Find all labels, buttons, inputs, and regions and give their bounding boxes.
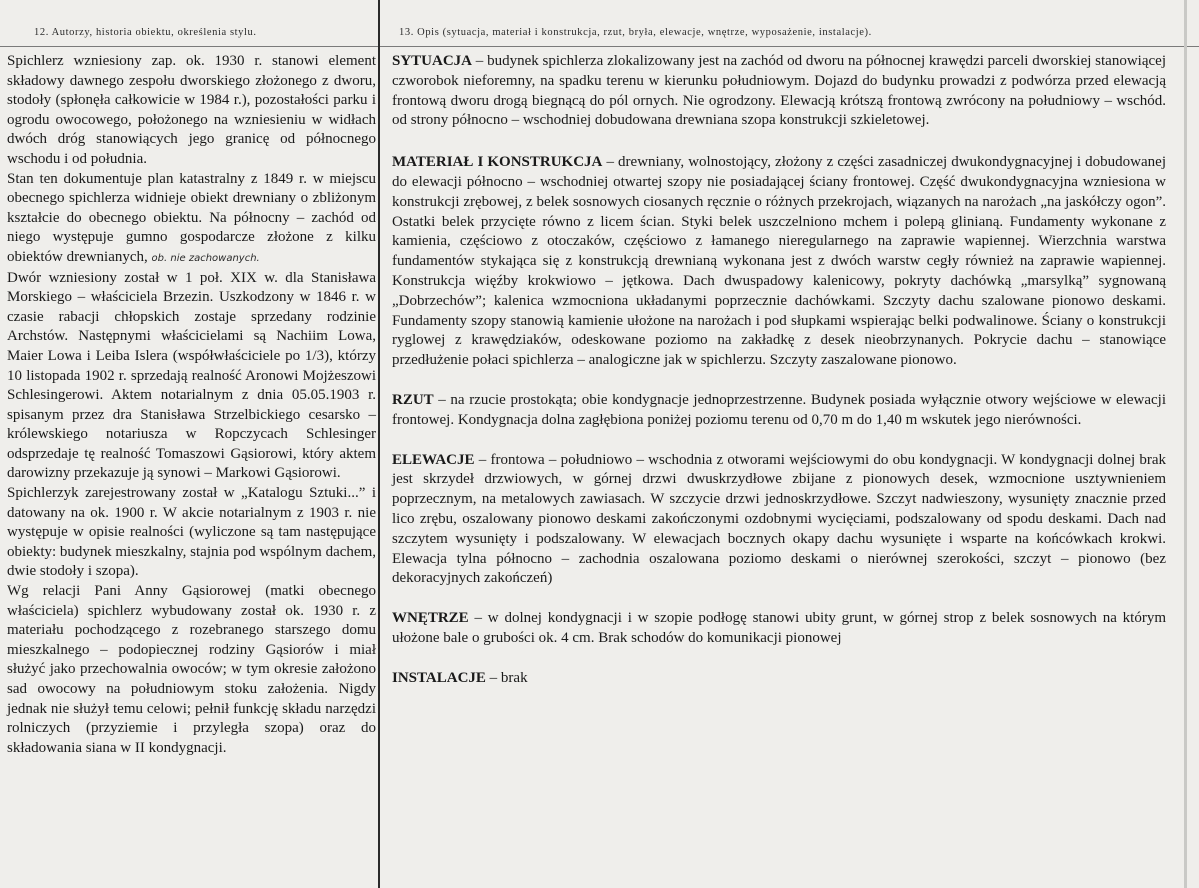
section-rzut — [392, 391, 1166, 431]
description-column — [392, 52, 1166, 689]
heading-material: MATERIAŁ I KONSTRUKCJA — [392, 154, 603, 171]
section-elewacje — [392, 451, 1166, 590]
handwritten-note: ob. nie zachowanych. — [151, 252, 260, 264]
heading-wnetrze: WNĘTRZE — [392, 610, 469, 627]
history-paragraph-1: Spichlerz wzniesiony zap. ok. 1930 r. stanowi element składowy dawnego zespołu dworskiego złożonego z dworu, stodoły (spłonęła całkowicie w 1984 r.), pozostałości parku i ogrodu owocowego, położonego na wzniesieniu w widłach dwóch dróg stanowiących jego granicę od północnego wschodu i od południa. — [7, 53, 376, 167]
section-wnetrze — [392, 609, 1166, 649]
column-divider — [378, 0, 380, 888]
section-13-header: 13. Opis (sytuacja, materiał i konstrukcja, rzut, bryła, elewacje, wnętrze, wyposażenie, instalacje). — [399, 27, 872, 38]
text-rzut: – na rzucie prostokąta; obie kondygnacje jednoprzestrzenne. Budynek posiada wyłącznie otwory wejściowe w elewacji frontowej. Kondygnacja dolna zagłębiona poniżej poziomu terenu od 0,70 m do 1,40 m wskutek jego nierówności. — [392, 391, 1166, 428]
history-paragraph-2 — [7, 170, 376, 269]
history-paragraph-2-text: Stan ten dokumentuje plan katastralny z 1849 r. w miejscu obecnego spichlerza widnieje obiekt drewniany o zbliżonym kształcie do obecnego obiektu. Na północny – zachód od niego występuje gumno gospodarcze złożone z kilku obiektów drewnianych, — [7, 170, 376, 265]
heading-rzut: RZUT — [392, 391, 434, 408]
heading-instalacje: INSTALACJE — [392, 669, 486, 686]
header-rule — [0, 46, 1199, 47]
history-column — [7, 52, 376, 758]
text-sytuacja: – budynek spichlerza zlokalizowany jest na zachód od dworu na północnej krawędzi parceli dworskiej stanowiącej czworobok nieforemny, na spadku terenu w kierunku południowym. Dojazd do budynku prowadzi z podwórza przed elewacją frontową dworu drogą biegnącą do pól ornych. Nie ogrodzony. Elewacją krótszą frontową zwrócony na południowy – wschód. od strony północno – wschodniej dobudowana drewniana szopa konstrukcji szkieletowej. — [392, 53, 1166, 129]
history-paragraph-4: Spichlerzyk zarejestrowany został w „Katalogu Sztuki...” i datowany na ok. 1900 r. W akcie notarialnym z 1903 r. nie występuje w opisie realności (wyliczone są tam następujące obiekty: budynek mieszkalny, stajnia pod wspólnym dachem, dwie stodoły i szopa). — [7, 485, 376, 580]
section-instalacje — [392, 669, 1166, 689]
section-12-header: 12. Autorzy, historia obiektu, określenia stylu. — [34, 27, 257, 38]
text-elewacje: – frontowa – południowo – wschodnia z otworami wejściowymi do obu kondygnacji. W kondygnacji dolnej brak jest skrzydeł drzwiowych, w górnej drzwi dwuskrzydłowe zbijane z pionowych desek, wzmocnione usztywnieniem poprzecznym, na metalowych zawiasach. W szczycie drzwi jednoskrzydłowe. Szczyt nadwieszony, wysunięty znacznie przed lico zrębu, oszalowany pionowo deskami zakończonymi ozdobnymi wycięciami, podszalowany od spodu deskami. Dach nad szczytem wysunięty i podszalowany. W elewacjach bocznych okapy dachu wysunięte i wsparte na końcówkach krokwi. Elewacja tylna północno – zachodnia oszalowana poziomo deskami o nierównej szerokości, szczyt – pionowo (bez dekoracyjnych zakończeń) — [392, 451, 1166, 587]
section-sytuacja — [392, 52, 1166, 131]
page-edge — [1184, 0, 1187, 888]
text-instalacje: – brak — [485, 669, 528, 686]
heading-sytuacja: SYTUACJA — [392, 53, 473, 69]
text-material: – drewniany, wolnostojący, złożony z części zasadniczej dwukondygnacyjnej i dobudowanej do elewacji północno – wschodniej otwartej szopy nie posiadającej ściany frontowej. Część dwukondygnacyjna wzniesiona w konstrukcji zrębowej, z belek sosnowych ciosanych ręcznie o różnych przekrojach, wiązanych na narożach „na jaskółczy ogon”. Ostatki belek przycięte równo z licem ścian. Styki belek uszczelniono mchem i polepą glinianą. Fundamenty wykonane z kamienia, częściowo z otoczaków, częściowo z łamanego nieregularnego na zaprawie wapiennej. Wierzchnia warstwa fundamentów stykająca się z konstrukcją drewnianą wykonana jest z dwóch warstw cegły również na zaprawie wapiennej. Konstrukcja więźby krokwiowo – jętkowa. Dach dwuspadowy kalenicowy, pokryty dachówką „marsylką” sygnowaną „Dobrzechów”; kalenica wzmocniona układanymi poprzecznie dachówkami. Szczyty dachu szalowane pionowo deskami. Fundamenty szopy stanowią kamienie ułożone na narożach i pod słupkami wspierając belki podwalinowe. Ściany o konstrukcji ryglowej z krawędziaków, odeskowane poziomo na zakładkę z desek nieobrzynanych. Pokrycie dachu – stanowiące przedłużenie połaci spichlerza – analogiczne jak w spichlerzu. Szczyty zaszalowane pionowo. — [392, 154, 1166, 369]
text-wnetrze: – w dolnej kondygnacji i w szopie podłogę stanowi ubity grunt, w górnej strop z belek sosnowych na którym ułożone bale o grubości ok. 4 cm. Brak schodów do komunikacji pionowej — [392, 610, 1166, 646]
history-paragraph-3: Dwór wzniesiony został w 1 poł. XIX w. dla Stanisława Morskiego – właściciela Brzezin. Uszkodzony w 1846 r. w czasie rabacji chłopskich zostaje sprzedany rodzinie Archstów. Następnymi właścicielami są Nachiim Lowa, Maier Lowa i Leiba Islera (współwłaściciele po 1/3), którzy 10 listopada 1902 r. sprzedają realność Aronowi Mojżeszowi Schlesingerowi. Aktem notarialnym z dnia 05.05.1903 r. spisanym przez dra Stanisława Strzelbickiego cesarsko – królewskiego notariusza w Ropczycach Schlesinger odsprzedaje tę realność Tomaszowi Gąsiorowi, który aktem darowizny przekazuje ją synowi – Markowi Gąsiorowi. — [7, 269, 376, 482]
section-material — [392, 153, 1166, 371]
heading-elewacje: ELEWACJE — [392, 451, 475, 468]
history-paragraph-5: Wg relacji Pani Anny Gąsiorowej (matki obecnego właściciela) spichlerz wybudowany został ok. 1930 r. z materiału pochodzącego z rozebranego starszego domu mieszkalnego – podopiecznej rodziny Gąsiorów i miał służyć jako przechowalnia owoców; w tym okresie założono sad owocowy na południowym stoku założenia. Nigdy jednak nie służył temu celowi; pełnił funkcję składu narzędzi rolniczych (przyziemie i przyległa szopa) oraz do składowania siana w II kondygnacji. — [7, 583, 376, 756]
